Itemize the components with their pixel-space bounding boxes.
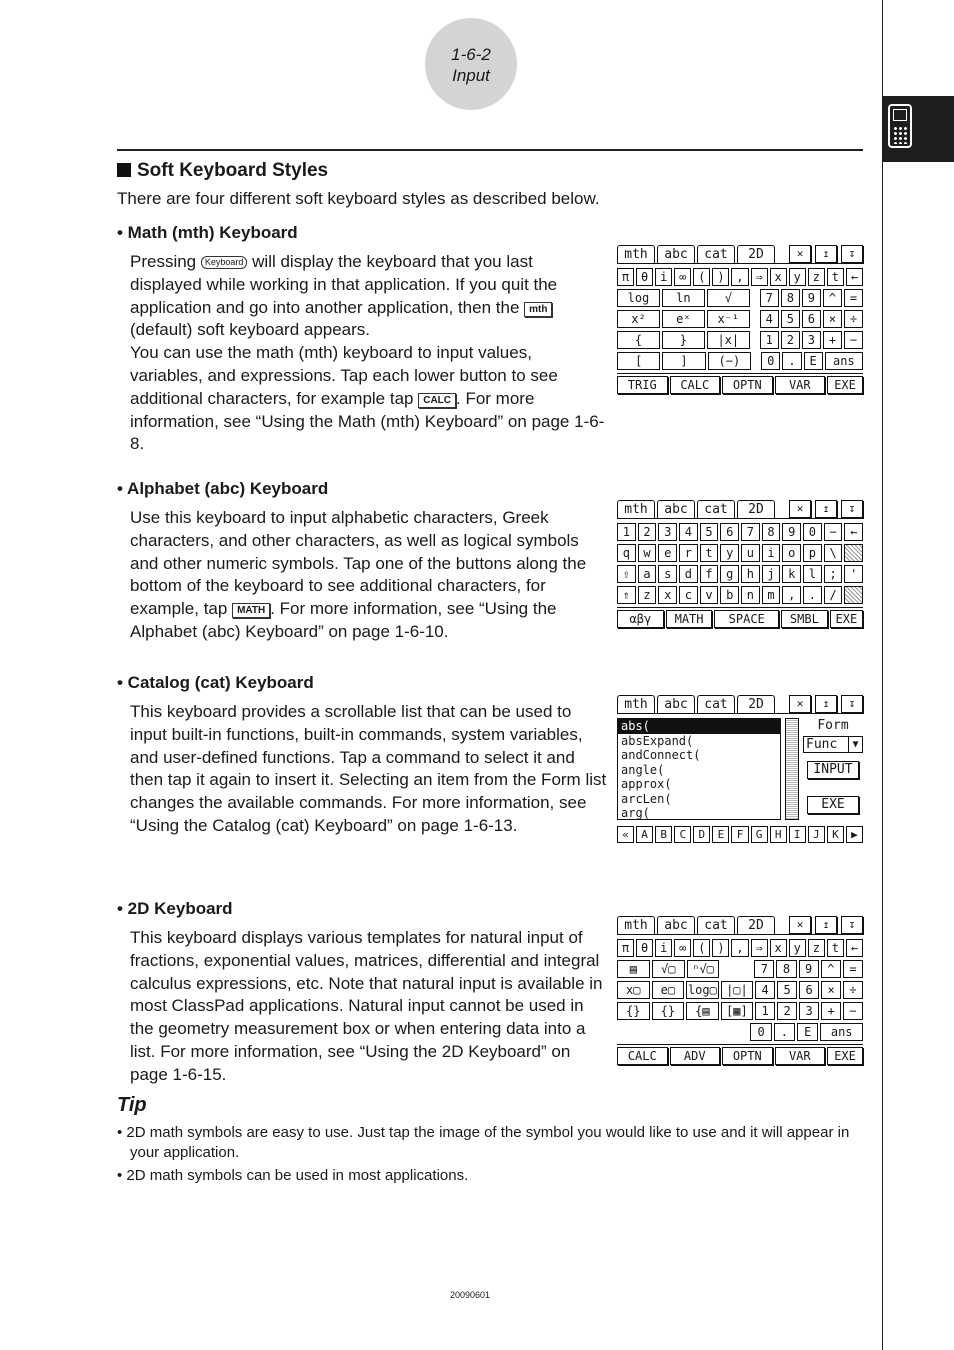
key[interactable]: 2	[777, 1002, 797, 1020]
key[interactable]: θ	[636, 939, 653, 957]
key[interactable]: 7	[754, 960, 774, 978]
alpha-keyboard-text: Use this keyboard to input alphabetic characters, Greek characters, and other characters, as well as logical symbols and other numeric symbols. Tap one of the buttons along the bottom of the keyboard to see additional characters, for example, tap MATH . For more information, see “Using the Alphabet (abc) Keyboard” on page 1-6-10.	[130, 508, 587, 641]
list-item[interactable]: angle(	[621, 762, 665, 777]
key[interactable]: v	[700, 586, 719, 604]
key[interactable]: π	[617, 939, 634, 957]
key[interactable]: eˣ	[662, 310, 705, 328]
fraction-template-icon[interactable]: ▤	[617, 960, 650, 978]
key[interactable]: 1	[760, 331, 779, 349]
abs-template-icon[interactable]: |▢|	[721, 981, 754, 999]
key[interactable]: 5	[777, 981, 797, 999]
key[interactable]: ^	[823, 289, 842, 307]
close-icon[interactable]: ✕	[789, 916, 811, 934]
key[interactable]: A	[636, 826, 653, 843]
scrollbar[interactable]	[785, 718, 799, 820]
tab-abc[interactable]: abc	[657, 916, 695, 934]
mth-key-icon: mth	[524, 302, 552, 317]
key[interactable]: +	[823, 331, 842, 349]
key[interactable]: e	[658, 544, 677, 562]
key[interactable]: h	[741, 565, 760, 583]
tab-mth[interactable]: mth	[617, 245, 655, 263]
key-blank	[844, 586, 863, 604]
key[interactable]: 1	[755, 1002, 775, 1020]
key[interactable]: π	[617, 268, 634, 286]
key[interactable]: l	[803, 565, 822, 583]
key[interactable]: 1	[617, 523, 636, 541]
key[interactable]: )	[712, 939, 729, 957]
key[interactable]: −	[844, 331, 863, 349]
command-list[interactable]	[617, 718, 781, 820]
alpha-keyboard-screen	[617, 500, 863, 628]
key[interactable]: F	[731, 826, 748, 843]
key[interactable]: 3	[802, 331, 821, 349]
key[interactable]: {	[617, 331, 660, 349]
key[interactable]: i	[762, 544, 781, 562]
key[interactable]: E	[804, 352, 823, 370]
key[interactable]: J	[808, 826, 825, 843]
key[interactable]: ←	[844, 523, 863, 541]
key[interactable]: 4	[755, 981, 775, 999]
key[interactable]: C	[674, 826, 691, 843]
power-template-icon[interactable]: x▢	[617, 981, 650, 999]
key[interactable]: 5	[700, 523, 719, 541]
key[interactable]: 0	[750, 1023, 771, 1041]
key[interactable]: ,	[731, 939, 748, 957]
trig-button[interactable]: TRIG	[617, 376, 668, 394]
symbol-button[interactable]: SMBL	[781, 610, 828, 628]
key[interactable]: [	[617, 352, 660, 370]
key[interactable]: log	[617, 289, 660, 307]
resize-down-icon[interactable]: ↧	[841, 245, 863, 263]
key[interactable]: ln	[662, 289, 705, 307]
var-button[interactable]: VAR	[775, 1047, 826, 1065]
key[interactable]: ∞	[674, 268, 691, 286]
key[interactable]: t	[700, 544, 719, 562]
key[interactable]: a	[638, 565, 657, 583]
resize-up-icon[interactable]: ↥	[815, 245, 837, 263]
tab-cat[interactable]: cat	[697, 916, 735, 934]
key[interactable]: 3	[799, 1002, 819, 1020]
key[interactable]: n	[741, 586, 760, 604]
exe-button[interactable]: EXE	[827, 1047, 863, 1065]
catalog-keyboard-text: This keyboard provides a scrollable list that can be used to input built-in functions, built-in commands, system variables, and user-defined functions. Tap a command to select it and then tap it again to insert it. Selecting an item from the Form list changes the available commands. For more information, see “Using the Catalog (cat) Keyboard” on page 1-6-13.	[130, 702, 607, 835]
key[interactable]: −	[824, 523, 843, 541]
key[interactable]: E	[797, 1023, 818, 1041]
alpha-keyboard-heading: • Alphabet (abc) Keyboard	[117, 479, 329, 498]
key[interactable]: K	[827, 826, 844, 843]
section-intro: There are four different soft keyboard styles as described below.	[117, 189, 600, 208]
key[interactable]: 3	[658, 523, 677, 541]
tab-abc[interactable]: abc	[657, 500, 695, 518]
optn-button[interactable]: OPTN	[722, 1047, 773, 1065]
key[interactable]: ←	[846, 268, 863, 286]
key[interactable]: m	[762, 586, 781, 604]
key[interactable]: w	[638, 544, 657, 562]
math-button[interactable]: MATH	[666, 610, 713, 628]
section-title: Soft Keyboard Styles	[117, 159, 328, 183]
key[interactable]: θ	[636, 268, 653, 286]
var-button[interactable]: VAR	[775, 376, 826, 394]
tab-mth[interactable]: mth	[617, 916, 655, 934]
key[interactable]: ×	[823, 310, 842, 328]
key[interactable]: 4	[679, 523, 698, 541]
key[interactable]: 9	[802, 289, 821, 307]
key[interactable]: d	[679, 565, 698, 583]
key[interactable]: .	[803, 586, 822, 604]
key[interactable]: 0	[803, 523, 822, 541]
log-template-icon[interactable]: log▢	[687, 983, 717, 997]
key[interactable]: I	[789, 826, 806, 843]
key[interactable]: 4	[760, 310, 779, 328]
key[interactable]: t	[827, 939, 844, 957]
key[interactable]: 6	[720, 523, 739, 541]
chevron-down-icon: ▼	[848, 737, 862, 752]
key[interactable]: 2	[638, 523, 657, 541]
page-edge-rule	[882, 0, 883, 1350]
key[interactable]: √	[707, 289, 750, 307]
list-item[interactable]: arcLen(	[621, 791, 672, 806]
key[interactable]: y	[789, 939, 806, 957]
key[interactable]: ans	[820, 1023, 863, 1041]
key[interactable]: ;	[824, 565, 843, 583]
tab-2d[interactable]: 2D	[737, 695, 775, 713]
exe-button[interactable]: EXE	[807, 796, 859, 814]
tab-mth[interactable]: mth	[617, 500, 655, 518]
header-rule	[117, 149, 863, 151]
page-number: 1-6-2	[451, 45, 491, 64]
calc-key-icon: CALC	[418, 393, 456, 408]
key[interactable]: ^	[821, 960, 841, 978]
key[interactable]: k	[782, 565, 801, 583]
key[interactable]: 5	[781, 310, 800, 328]
adv-button[interactable]: ADV	[670, 1047, 721, 1065]
key[interactable]: (−)	[708, 352, 751, 370]
footer-code: 20090601	[450, 1290, 491, 1300]
key[interactable]: ÷	[843, 981, 863, 999]
key[interactable]: (	[693, 268, 710, 286]
key[interactable]: +	[821, 1002, 841, 1020]
tab-cat[interactable]: cat	[697, 500, 735, 518]
key[interactable]: \	[824, 544, 843, 562]
key[interactable]: 7	[760, 289, 779, 307]
list-item[interactable]: andConnect(	[621, 748, 701, 762]
catalog-keyboard-heading: • Catalog (cat) Keyboard	[117, 673, 314, 692]
math-key-icon: MATH	[232, 603, 270, 618]
key[interactable]: o	[782, 544, 801, 562]
key[interactable]: i	[655, 268, 672, 286]
shift-key[interactable]: ⇑	[617, 586, 636, 604]
key[interactable]: .	[782, 352, 801, 370]
tip-item: • 2D math symbols can be used in most applications.	[117, 1167, 469, 1184]
math-keyboard-screen	[617, 245, 863, 394]
key[interactable]: x	[658, 586, 677, 604]
key[interactable]: ×	[821, 981, 841, 999]
matrix-template-icon[interactable]: [▦]	[721, 1002, 754, 1020]
key[interactable]: x	[770, 268, 787, 286]
form-label: Form	[817, 718, 849, 733]
key[interactable]: f	[700, 565, 719, 583]
key[interactable]: =	[843, 960, 863, 978]
close-icon[interactable]: ✕	[789, 245, 811, 263]
key[interactable]: i	[655, 939, 672, 957]
section-name: Input	[452, 66, 490, 85]
key-blank	[844, 544, 863, 562]
key[interactable]: ⇒	[751, 939, 768, 957]
key[interactable]: B	[655, 826, 672, 843]
tip-item: • 2D math symbols are easy to use. Just tap the image of the symbol you would like to use and it will appear in your application.	[117, 1124, 850, 1161]
key[interactable]: r	[679, 544, 698, 562]
key[interactable]: 9	[782, 523, 801, 541]
key[interactable]: ←	[846, 939, 863, 957]
twod-keyboard-text: This keyboard displays various templates for natural input of fractions, exponential values, matrices, differential and integral calculus expressions, etc. Note that natural input is available in most ClassPad applications. Natural input cannot be used in the geometry measurement box or when entering data into a list. For more information, see “Using the 2D Keyboard” on page 1-6-15.	[130, 928, 603, 1084]
brace-template-icon[interactable]: {}	[652, 1002, 685, 1020]
key[interactable]: /	[824, 586, 843, 604]
input-button[interactable]: INPUT	[807, 761, 859, 779]
twod-keyboard-heading: • 2D Keyboard	[117, 899, 233, 918]
resize-down-icon[interactable]: ↧	[841, 500, 863, 518]
key[interactable]: z	[808, 939, 825, 957]
keyboard-key-icon: Keyboard	[201, 256, 248, 269]
chapter-tab	[882, 96, 954, 162]
math-keyboard-heading: • Math (mth) Keyboard	[117, 223, 298, 242]
close-icon[interactable]: ✕	[789, 695, 811, 713]
resize-up-icon[interactable]: ↥	[815, 916, 837, 934]
key[interactable]: 8	[781, 289, 800, 307]
tab-cat[interactable]: cat	[697, 695, 735, 713]
list-item[interactable]: abs(	[618, 719, 780, 734]
calculator-icon	[888, 104, 912, 148]
key[interactable]: E	[712, 826, 729, 843]
key[interactable]: |x|	[707, 331, 750, 349]
exp-template-icon[interactable]: e▢	[652, 981, 685, 999]
key[interactable]: ∞	[674, 939, 691, 957]
key[interactable]: D	[693, 826, 710, 843]
key[interactable]: y	[789, 268, 806, 286]
tab-2d[interactable]: 2D	[737, 245, 775, 263]
key[interactable]: ,	[782, 586, 801, 604]
list-item[interactable]: arg(	[621, 806, 650, 820]
calc-button[interactable]: CALC	[617, 1047, 668, 1065]
brace-template-icon[interactable]: {}	[617, 1002, 650, 1020]
resize-up-icon[interactable]: ↥	[815, 500, 837, 518]
calc-button[interactable]: CALC	[670, 376, 721, 394]
key[interactable]: ,	[731, 268, 748, 286]
key[interactable]: '	[844, 565, 863, 583]
key[interactable]: 8	[776, 960, 796, 978]
key[interactable]: =	[844, 289, 863, 307]
resize-down-icon[interactable]: ↧	[841, 916, 863, 934]
greek-button[interactable]: αβγ	[617, 610, 664, 628]
list-item[interactable]: approx(	[621, 777, 672, 791]
key[interactable]: s	[658, 565, 677, 583]
key[interactable]: 8	[762, 523, 781, 541]
key[interactable]: g	[720, 565, 739, 583]
key[interactable]: b	[720, 586, 739, 604]
page-header-badge	[425, 18, 517, 110]
math-keyboard-text: Pressing Keyboard will display the keyboard that you last displayed while working in that application. If you quit the application and go into another application, then the mth (default) soft keyboard appears. You can use the math (mth) keyboard to input values, variables, and expressions. Tap each lower button to see additional characters, for example tap CALC . For more information, see “Using the Math (mth) Keyboard” on page 1-6-8.	[130, 252, 605, 454]
form-select[interactable]: Func ▼	[803, 736, 863, 753]
key[interactable]: ⇧	[617, 565, 636, 583]
key[interactable]: j	[762, 565, 781, 583]
key[interactable]: ⇒	[751, 268, 768, 286]
key[interactable]: x⁻¹	[707, 310, 750, 328]
key[interactable]: y	[720, 544, 739, 562]
space-button[interactable]: SPACE	[714, 610, 779, 628]
key[interactable]: 9	[799, 960, 819, 978]
tab-abc[interactable]: abc	[657, 695, 695, 713]
square-bullet-icon	[117, 163, 131, 177]
key[interactable]: (	[693, 939, 710, 957]
tab-mth[interactable]: mth	[617, 695, 655, 713]
key[interactable]: }	[662, 331, 705, 349]
key[interactable]: x²	[617, 310, 660, 328]
key[interactable]: ÷	[844, 310, 863, 328]
key[interactable]: x	[770, 939, 787, 957]
nth-root-template-icon[interactable]: ⁿ√▢	[687, 960, 720, 978]
key[interactable]: ▶	[846, 826, 863, 843]
key[interactable]: H	[770, 826, 787, 843]
close-icon[interactable]: ✕	[789, 500, 811, 518]
key[interactable]: z	[638, 586, 657, 604]
resize-up-icon[interactable]: ↥	[815, 695, 837, 713]
key[interactable]: 6	[802, 310, 821, 328]
exe-button[interactable]: EXE	[827, 376, 863, 394]
key[interactable]: ans	[825, 352, 863, 370]
tab-cat[interactable]: cat	[697, 245, 735, 263]
key[interactable]: «	[617, 826, 634, 843]
tab-2d[interactable]: 2D	[737, 500, 775, 518]
key[interactable]: .	[774, 1023, 795, 1041]
tab-2d[interactable]: 2D	[737, 916, 775, 934]
key[interactable]: 6	[799, 981, 819, 999]
key[interactable]: G	[751, 826, 768, 843]
catalog-keyboard-screen	[617, 695, 863, 843]
key[interactable]: −	[843, 1002, 863, 1020]
key[interactable]: q	[617, 544, 636, 562]
key[interactable]: ]	[662, 352, 705, 370]
tip-heading: Tip	[117, 1094, 147, 1116]
exe-button[interactable]: EXE	[830, 610, 863, 628]
key[interactable]: u	[741, 544, 760, 562]
key[interactable]: z	[808, 268, 825, 286]
sqrt-template-icon[interactable]: √▢	[652, 960, 685, 978]
key[interactable]: 0	[761, 352, 780, 370]
piecewise-template-icon[interactable]: {▤	[686, 1002, 719, 1020]
key[interactable]: )	[712, 268, 729, 286]
twod-keyboard-screen	[617, 916, 863, 1065]
key[interactable]: 7	[741, 523, 760, 541]
key[interactable]: 2	[781, 331, 800, 349]
tab-abc[interactable]: abc	[657, 245, 695, 263]
resize-down-icon[interactable]: ↧	[841, 695, 863, 713]
key[interactable]: c	[679, 586, 698, 604]
optn-button[interactable]: OPTN	[722, 376, 773, 394]
key[interactable]: p	[803, 544, 822, 562]
key[interactable]: t	[827, 268, 844, 286]
list-item[interactable]: absExpand(	[621, 733, 694, 748]
